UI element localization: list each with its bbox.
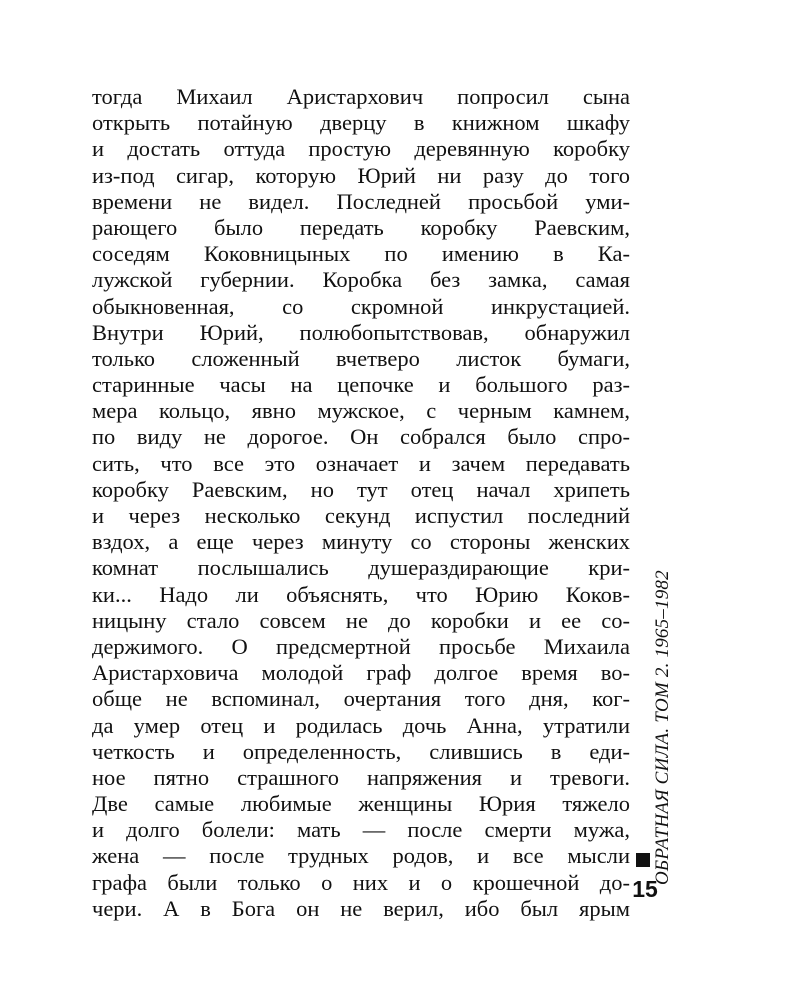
- text-line: старинные часы на цепочке и большого раз-: [92, 372, 630, 398]
- text-line: жена — после трудных родов, и все мысли: [92, 843, 630, 869]
- page-number: 15: [632, 876, 658, 902]
- text-line: и долго болели: мать — после смерти мужа,: [92, 817, 630, 843]
- running-head: ОБРАТНАЯ СИЛА. ТОМ 2. 1965–1982: [652, 570, 673, 885]
- text-line: да умер отец и родилась дочь Анна, утратили: [92, 712, 630, 738]
- text-line: держимого. О предсмертной просьбе Михаила: [92, 633, 630, 659]
- text-line: мера кольцо, явно мужское, с черным камнем,: [92, 398, 630, 424]
- text-line: четкость и определенность, слившись в еди-: [92, 738, 630, 764]
- text-line: из-под сигар, которую Юрий ни разу до того: [92, 162, 630, 188]
- text-line: рающего было передать коробку Раевским,: [92, 214, 630, 240]
- text-line: лужской губернии. Коробка без замка, самая: [92, 267, 630, 293]
- text-line: обыкновенная, со скромной инкрустацией.: [92, 293, 630, 319]
- text-line: Две самые любимые женщины Юрия тяжело: [92, 791, 630, 817]
- text-line: соседям Коковницыных по имению в Ка-: [92, 241, 630, 267]
- text-line: ницыну стало совсем не до коробки и ее со-: [92, 607, 630, 633]
- text-line: тогда Михаил Аристархович попросил сына: [92, 84, 630, 109]
- text-line: по виду не дорогое. Он собрался было спро-: [92, 424, 630, 450]
- text-line: Внутри Юрий, полюбопытствовав, обнаружил: [92, 319, 630, 345]
- text-line: только сложенный вчетверо листок бумаги,: [92, 345, 630, 371]
- text-line: ки... Надо ли объяснять, что Юрию Коков-: [92, 581, 630, 607]
- square-marker-icon: [636, 853, 650, 867]
- text-line: ное пятно страшного напряжения и тревоги.: [92, 764, 630, 790]
- text-line: и через несколько секунд испустил последний: [92, 503, 630, 528]
- text-line: и достать оттуда простую деревянную коробку: [92, 136, 630, 162]
- text-line: открыть потайную дверцу в книжном шкафу: [92, 110, 630, 136]
- text-line: вздох, а еще через минуту со стороны женских: [92, 529, 630, 555]
- body-text: [92, 84, 630, 922]
- text-line: обще не вспоминал, очертания того дня, ког-: [92, 686, 630, 712]
- text-line: сить, что все это означает и зачем передавать: [92, 450, 630, 476]
- text-line: чери. А в Бога он не верил, ибо был ярым: [92, 895, 630, 921]
- text-line: коробку Раевским, но тут отец начал хрипеть: [92, 476, 630, 502]
- text-line: Аристарховича молодой граф долгое время во-: [92, 660, 630, 686]
- text-line: графа были только о них и о крошечной до-: [92, 869, 630, 895]
- text-line: комнат послышались душераздирающие кри-: [92, 555, 630, 581]
- text-line: времени не видел. Последней просьбой уми-: [92, 188, 630, 214]
